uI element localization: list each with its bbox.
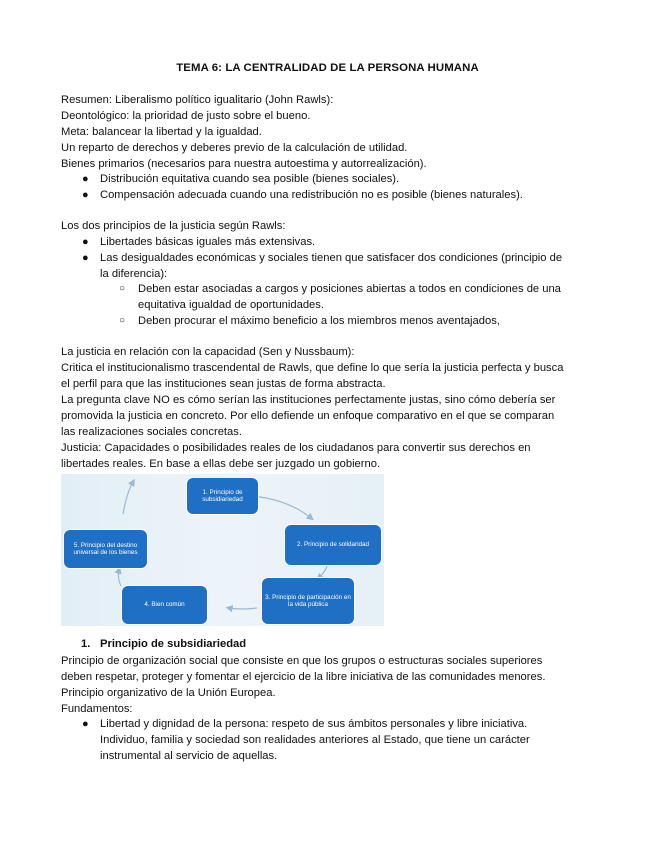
diagram-node-participation: 3. Principio de participación en la vida pública — [261, 577, 355, 625]
bullet-item-continuation: la diferencia): — [100, 268, 168, 280]
text-line: Fundamentos: — [61, 703, 133, 715]
text-line: Principio de organización social que consiste en que los grupos o estructuras sociales superiores — [61, 655, 543, 667]
text-line: Meta: balancear la libertad y la igualdad. — [61, 126, 262, 138]
bullet-item: Libertad y dignidad de la persona: respeto de sus ámbitos personales y libre iniciativa. — [100, 718, 528, 730]
diagram-node-common-good: 4. Bien común — [121, 585, 208, 625]
text-line: el perfil para que las instituciones sean justas de forma abstracta. — [61, 378, 386, 390]
document-title: TEMA 6: LA CENTRALIDAD DE LA PERSONA HUMANA — [176, 62, 479, 74]
diagram-node-subsidiarity: 1. Principio de subsidiariedad — [186, 477, 259, 515]
text-line: deben respetar, proteger y fomentar el ejercicio de la libre iniciativa de las comunidades menores. — [61, 671, 546, 683]
bullet-icon: ● — [82, 718, 89, 730]
bullet-icon: ● — [82, 252, 89, 264]
circle-bullet-icon: ○ — [119, 283, 126, 294]
text-line: libertades reales. En base a ellas debe ser juzgado un gobierno. — [61, 458, 381, 470]
text-line: Bienes primarios (necesarios para nuestra autoestima y autorrealización). — [61, 158, 427, 170]
diagram-node-universal-destination: 5. Principio del destino universal de los bienes — [63, 529, 148, 569]
text-line: Deontológico: la prioridad de justo sobre el bueno. — [61, 110, 311, 122]
bullet-item-continuation: instrumental al servicio de aquellas. — [100, 750, 278, 762]
section-heading: Principio de subsidiariedad — [100, 638, 247, 650]
bullet-item: Libertades básicas iguales más extensivas. — [100, 236, 316, 248]
text-line: La pregunta clave NO es cómo serían las instituciones perfectamente justas, sino cómo debería ser — [61, 394, 556, 406]
text-line: las realizaciones sociales concretas. — [61, 426, 242, 438]
sub-bullet-item: Deben procurar el máximo beneficio a los miembros menos aventajados, — [138, 315, 500, 327]
text-line: Critica el institucionalismo trascendental de Rawls, que define lo que sería la justicia perfecta y busca — [61, 362, 564, 374]
text-line: Principio organizativo de la Unión Europea. — [61, 687, 276, 699]
principles-cycle-diagram — [61, 474, 384, 626]
text-line: Justicia: Capacidades o posibilidades reales de los ciudadanos para convertir sus derechos en — [61, 442, 531, 454]
bullet-item: Compensación adecuada cuando una redistribución no es posible (bienes naturales). — [100, 189, 523, 201]
text-line: promovida la justicia en concreto. Por ello defiende un enfoque comparativo en el que se comparan — [61, 410, 555, 422]
text-line: Un reparto de derechos y deberes previo de la calculación de utilidad. — [61, 142, 408, 154]
text-line: La justicia en relación con la capacidad (Sen y Nussbaum): — [61, 346, 355, 358]
heading-number: 1. — [81, 638, 91, 650]
text-line: Resumen: Liberalismo político igualitario (John Rawls): — [61, 94, 334, 106]
bullet-item: Distribución equitativa cuando sea posible (bienes sociales). — [100, 173, 400, 185]
bullet-icon: ● — [82, 236, 89, 248]
bullet-item-continuation: Individuo, familia y sociedad son realidades anteriores al Estado, que tiene un carácter — [100, 734, 530, 746]
text-line: Los dos principios de la justicia según Rawls: — [61, 220, 286, 232]
circle-bullet-icon: ○ — [119, 315, 126, 326]
bullet-icon: ● — [82, 173, 89, 185]
sub-bullet-item: Deben estar asociadas a cargos y posiciones abiertas a todos en condiciones de una — [138, 283, 561, 295]
bullet-item: Las desigualdades económicas y sociales tienen que satisfacer dos condiciones (principio de — [100, 252, 563, 264]
diagram-node-solidarity: 2. Principio de solidaridad — [284, 524, 382, 566]
bullet-icon: ● — [82, 189, 89, 201]
sub-bullet-continuation: equitativa igualdad de oportunidades. — [138, 299, 324, 311]
